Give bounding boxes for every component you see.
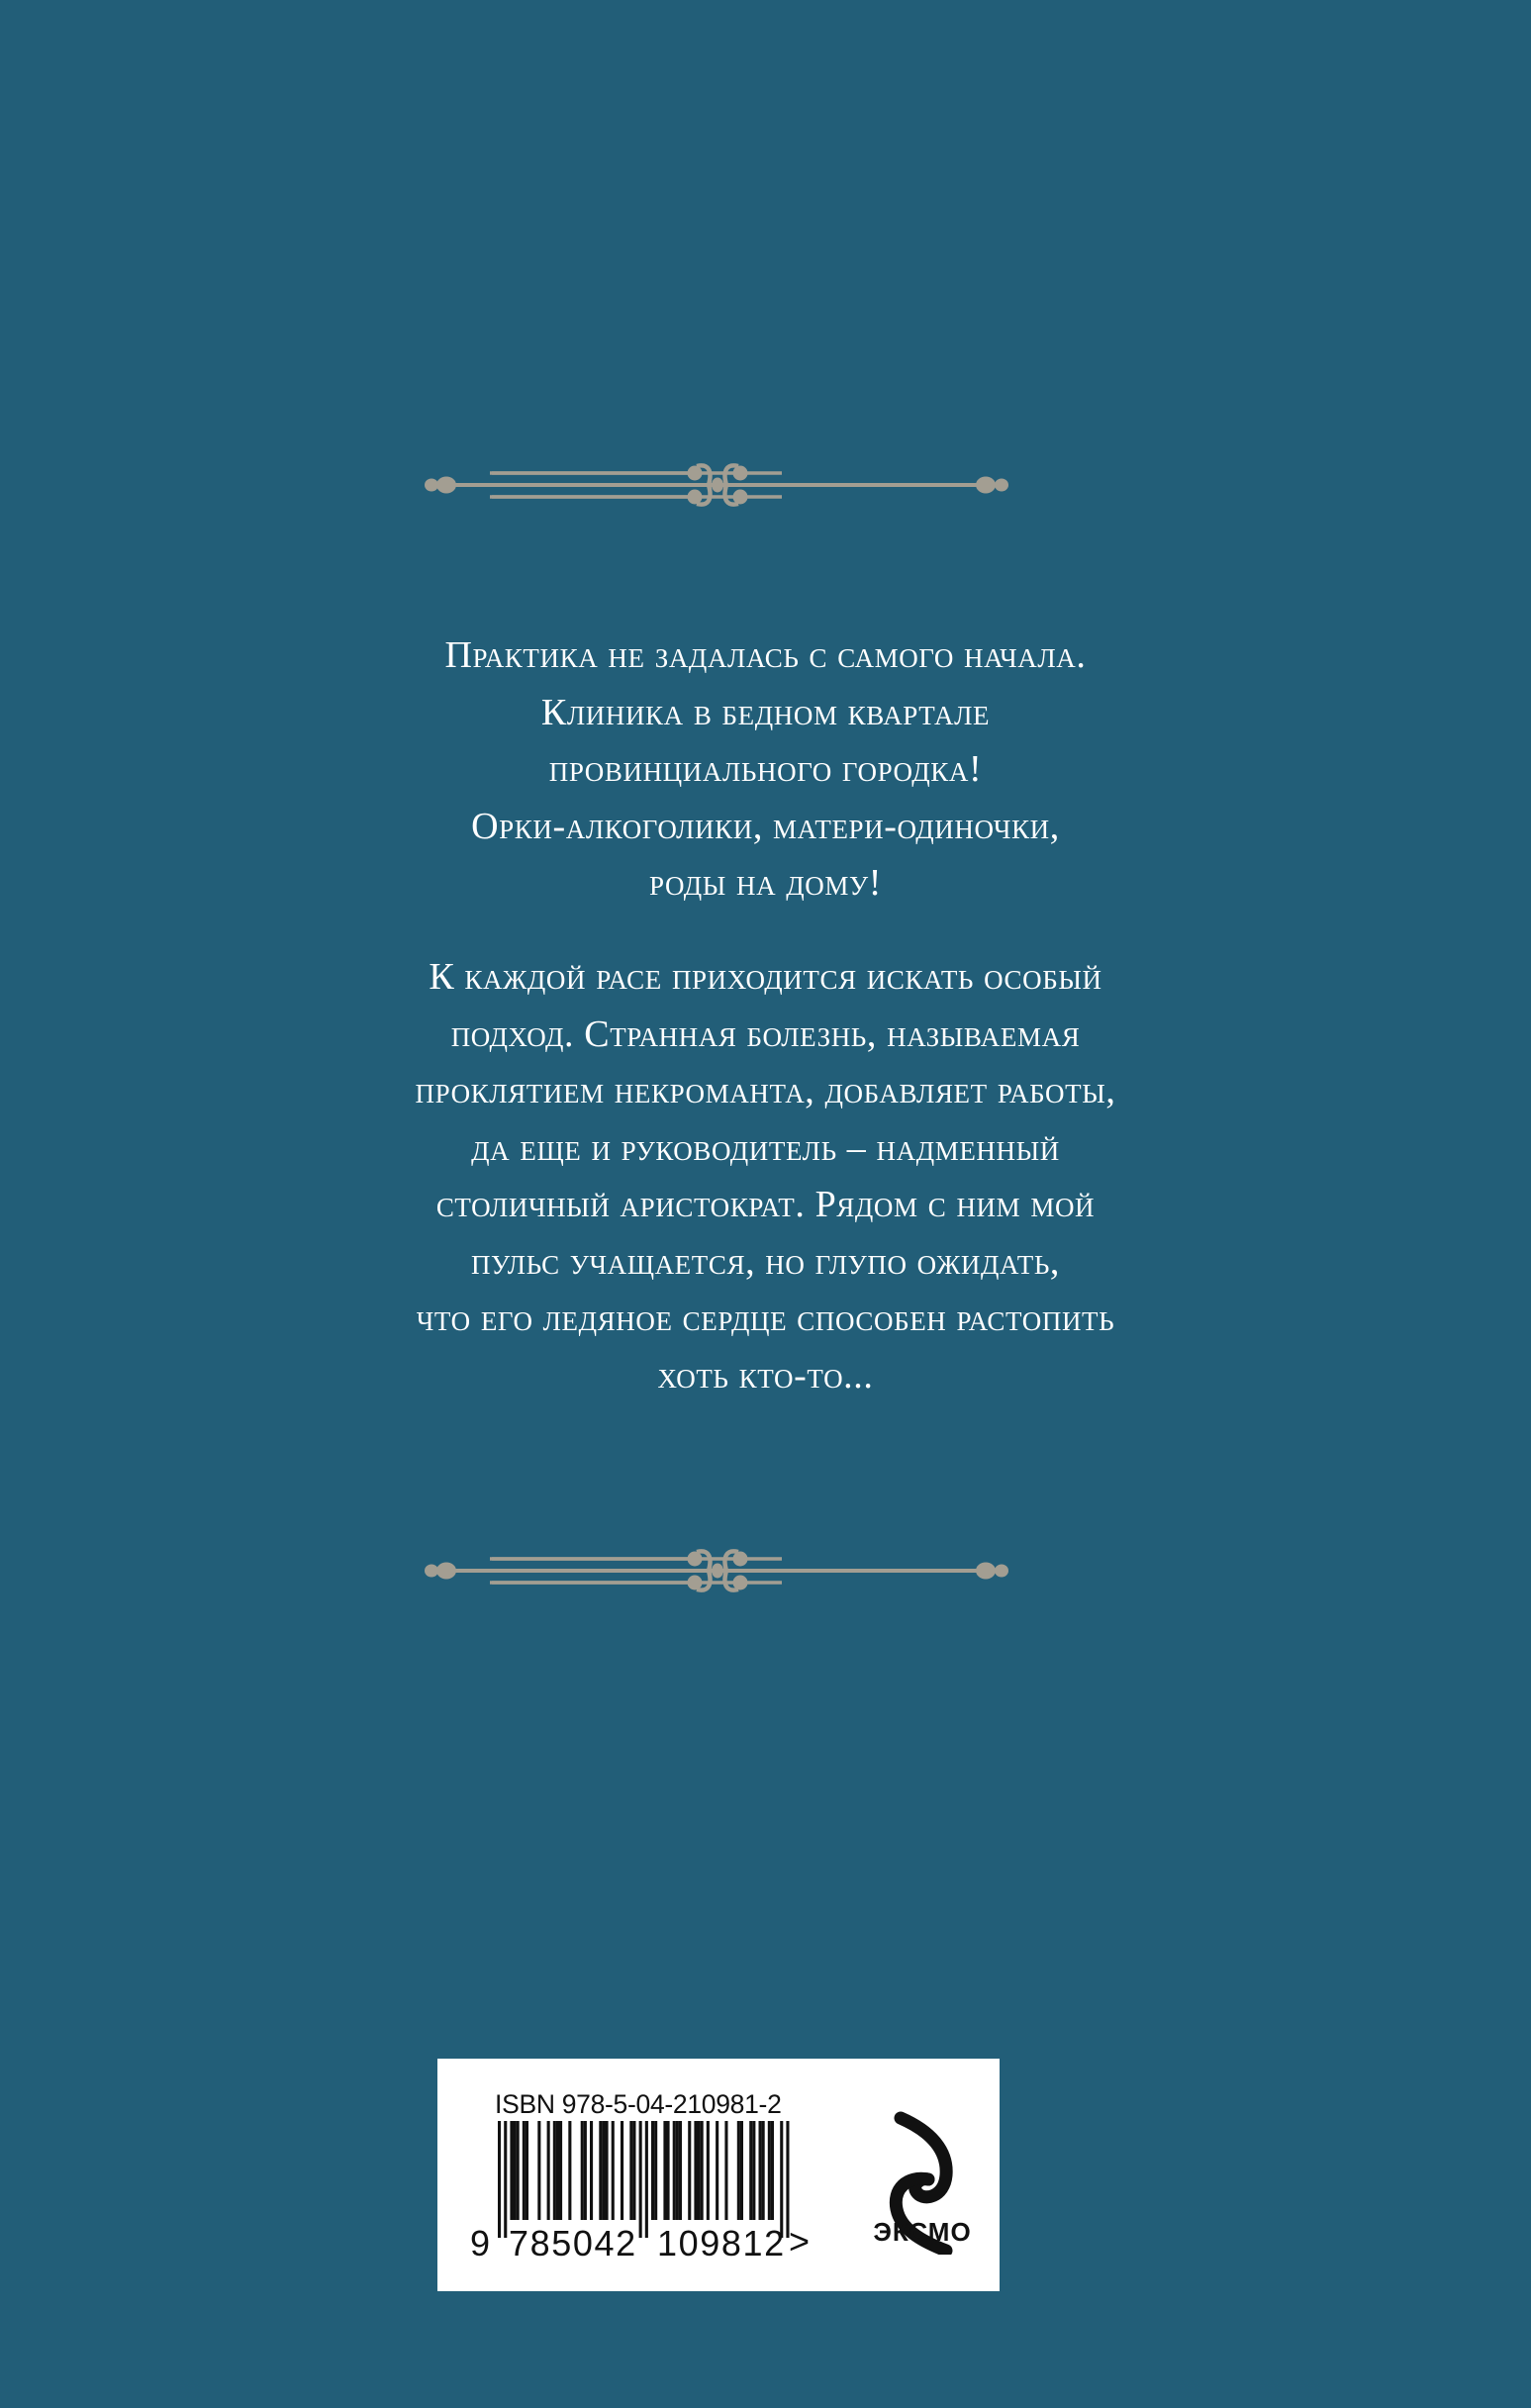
isbn-label: ISBN 978-5-04-210981-2 (495, 2089, 782, 2119)
top-ornament-divider (0, 455, 1531, 515)
blurb-line: роды на дому! (649, 862, 882, 904)
blurb-line: Клиника в бедном квартале (540, 691, 991, 733)
barcode-panel (437, 2059, 1000, 2291)
quiet-zone-marker: > (789, 2221, 811, 2262)
blurb-line: хоть кто-то... (657, 1354, 874, 1397)
blurb-line: подход. Странная болезнь, называемая (450, 1012, 1081, 1055)
ornament-icon (0, 455, 1531, 515)
blurb-line: Орки-алкоголики, матери-одиночки, (471, 805, 1060, 847)
blurb-line: проклятием некроманта, добавляет работы, (415, 1070, 1116, 1111)
blurb-line: Практика не задалась с самого начала. (444, 634, 1087, 676)
ean-first-digit: 9 (470, 2223, 491, 2264)
blurb-paragraph-2 (0, 949, 1531, 1404)
blurb-line: да еще и руководитель – надменный (471, 1126, 1060, 1169)
blurb-line: К каждой расе приходится искать особый (429, 956, 1102, 998)
ean-left-group: 785042 (509, 2223, 637, 2264)
ean-right-group: 109812 (657, 2223, 786, 2264)
publisher-name: ЭКСМО (873, 2217, 972, 2247)
blurb-paragraph-1 (0, 627, 1531, 913)
blurb-line: провинциального городка! (548, 748, 983, 790)
bottom-ornament-divider (0, 1541, 1531, 1600)
blurb-line: столичный аристократ. Рядом с ним мой (435, 1184, 1096, 1225)
ornament-icon (0, 1541, 1531, 1600)
blurb-line: пульс учащается, но глупо ожидать, (470, 1240, 1061, 1283)
blurb-line: что его ледяное сердце способен растопить (416, 1298, 1115, 1339)
